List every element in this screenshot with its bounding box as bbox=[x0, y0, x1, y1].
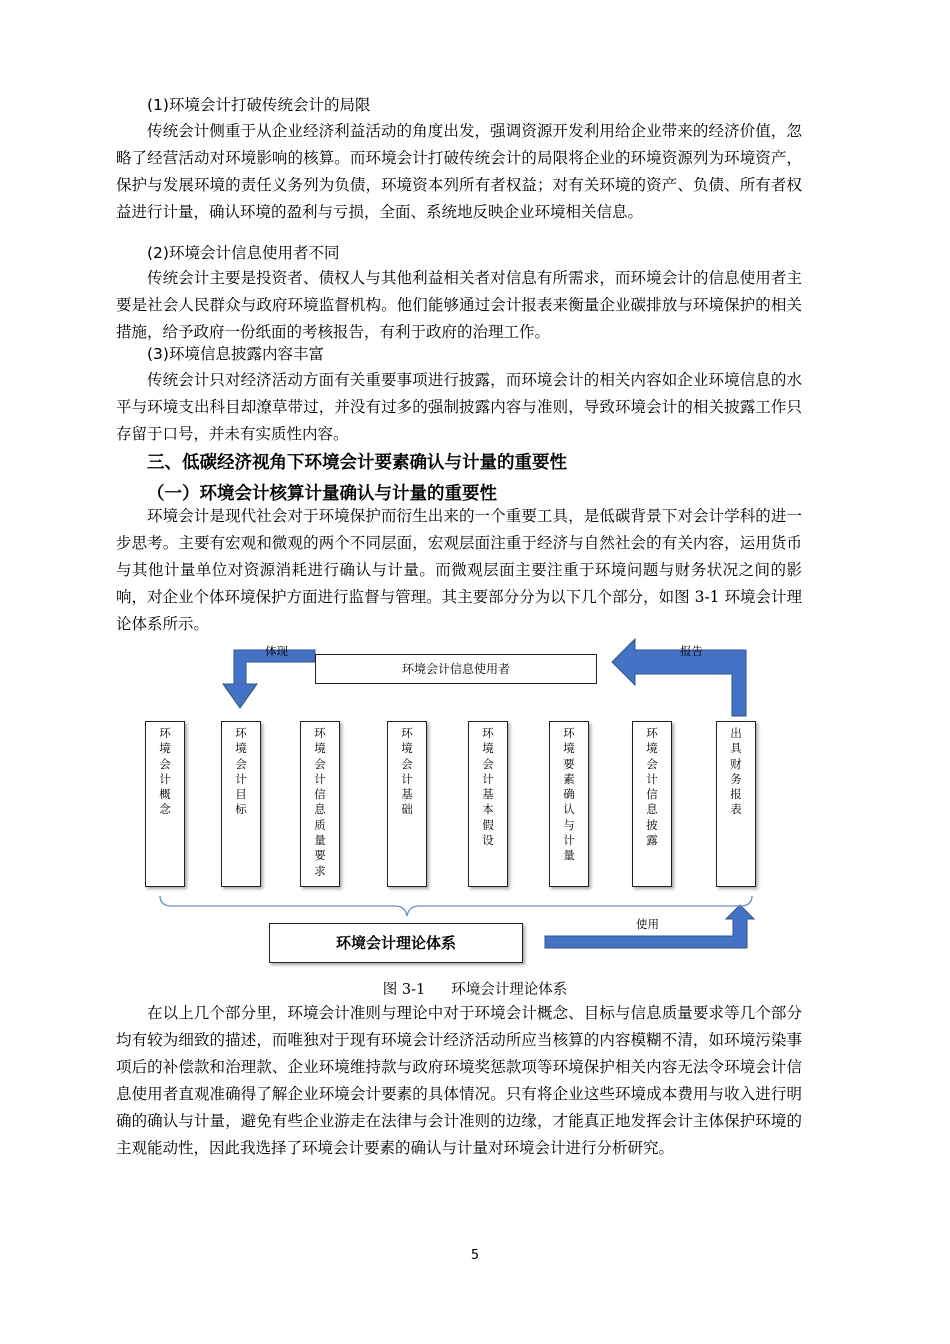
section-2-body: 传统会计主要是投资者、债权人与其他利益相关者对信息有所需求，而环境会计的信息使用者主要是社会人民群众与政府环境监督机构。他们能够通过会计报表来衡量企业碳排放与环境保护的相关措施，给予政府一份纸面的考核报告，有利于政府的治理工作。 bbox=[116, 269, 802, 341]
section-3-title: (3)环境信息披露内容丰富 bbox=[147, 345, 324, 363]
figure-number: 图 3-1 bbox=[382, 982, 426, 998]
grouping-brace bbox=[160, 896, 752, 916]
box-basis: 环境会计基础 bbox=[387, 721, 427, 887]
after-body: 在以上几个部分里，环境会计准则与理论中对于环境会计概念、目标与信息质量要求等几个部分均有较为细致的描述，而唯独对于现有环境会计经济活动所应当核算的内容模糊不清，如环境污染事项后的补偿款和治理款、企业环境维持款与政府环境奖惩款项等环境保护相关内容无法令环境会计信息使用者直观准确得了解企业环境会计要素的具体情况。只有将企业这些环境成本费用与收入进行明确的确认与计量，避免有些企业游走在法律与会计准则的边缘，才能真正地发挥会计主体保护环境的主观能动性，因此我选择了环境会计要素的确认与计量对环境会计进行分析研究。 bbox=[116, 1004, 802, 1157]
figure-caption bbox=[0, 978, 950, 999]
heading-sub: （一）环境会计核算计量确认与计量的重要性 bbox=[147, 484, 497, 504]
section-2-title: (2)环境会计信息使用者不同 bbox=[147, 244, 340, 262]
figure-title: 环境会计理论体系 bbox=[451, 982, 568, 998]
theory-system-box: 环境会计理论体系 bbox=[269, 923, 523, 963]
box-disclosure: 环境会计信息披露 bbox=[632, 721, 672, 887]
box-statements: 出具财务报表 bbox=[716, 721, 756, 887]
arrow-right-elbow bbox=[612, 639, 746, 716]
label-baogao: 报告 bbox=[680, 644, 703, 658]
label-tixian: 体现 bbox=[265, 644, 288, 658]
info-users-box: 环境会计信息使用者 bbox=[315, 654, 597, 684]
box-recognition: 环境要素确认与计量 bbox=[549, 721, 589, 887]
intro-body: 环境会计是现代社会对于环境保护而衍生出来的一个重要工具，是低碳背景下对会计学科的进一步思考。主要有宏观和微观的两个不同层面，宏观层面注重于经济与自然社会的有关内容，运用货币与其他计量单位对资源消耗进行确认与计量。而微观层面主要注重于环境问题与财务状况之间的影响，对企业个体环境保护方面进行监督与管理。其主要部分分为以下几个部分，如图 3-1 环境会计理论体系所示。 bbox=[116, 507, 802, 633]
heading-main: 三、低碳经济视角下环境会计要素确认与计量的重要性 bbox=[147, 453, 567, 473]
box-quality: 环境会计信息质量要求 bbox=[300, 721, 340, 887]
box-objective: 环境会计目标 bbox=[221, 721, 261, 887]
box-concept: 环境会计概念 bbox=[145, 721, 185, 887]
page-number: 5 bbox=[470, 1248, 480, 1263]
box-assumption: 环境会计基本假设 bbox=[468, 721, 508, 887]
section-1-body: 传统会计侧重于从企业经济利益活动的角度出发，强调资源开发利用给企业带来的经济价值，忽略了经营活动对环境影响的核算。而环境会计打破传统会计的局限将企业的环境资源列为环境资产，保护与发展环境的责任义务列为负债，环境资本列所有者权益；对有关环境的资产、负债、所有者权益进行计量，确认环境的盈利与亏损，全面、系统地反映企业环境相关信息。 bbox=[116, 122, 802, 221]
arrow-left-elbow bbox=[223, 650, 315, 708]
label-shiyong: 使用 bbox=[636, 917, 659, 931]
section-3-body: 传统会计只对经济活动方面有关重要事项进行披露，而环境会计的相关内容如企业环境信息的水平与环境支出科目却潦草带过，并没有过多的强制披露内容与准则，导致环境会计的相关披露工作只存留于口号，并未有实质性内容。 bbox=[116, 371, 802, 443]
section-1-title: (1)环境会计打破传统会计的局限 bbox=[147, 96, 371, 114]
